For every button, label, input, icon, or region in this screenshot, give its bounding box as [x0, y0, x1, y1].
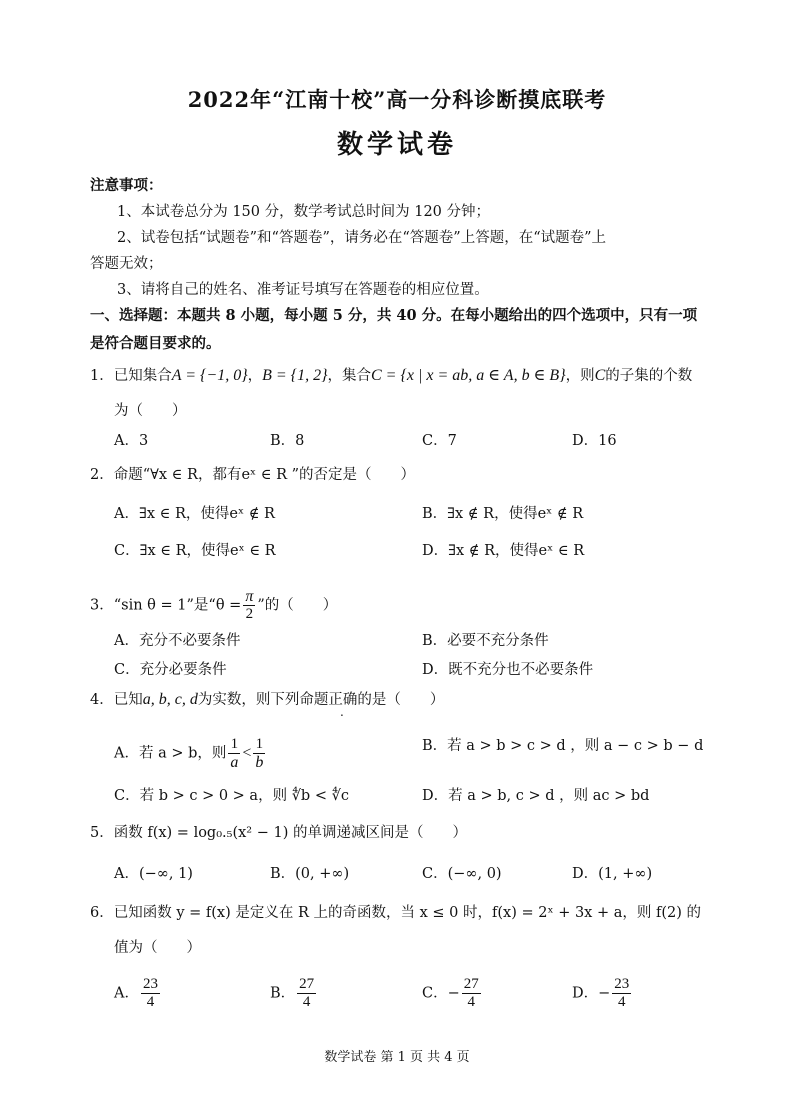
- fraction-1-over-a: [228, 736, 240, 771]
- option-label: A．: [114, 985, 139, 1002]
- q3-text-2: ”的（ ）: [257, 597, 338, 614]
- q4-option-a-text: A．若 a > b，则: [114, 745, 227, 762]
- question-4-stem: [90, 690, 444, 710]
- notice-item-3: 3、请将自己的姓名、准考证号填写在答题卷的相应位置。: [117, 282, 489, 298]
- question-6-stem: [90, 903, 701, 923]
- q1-option-c: C．7: [422, 433, 457, 449]
- notice-item-2a: 2、试卷包括“试题卷”和“答题卷”，请务必在“答题卷”上答题，在“试题卷”上: [117, 230, 607, 246]
- q5-option-a: A．(−∞, 1): [114, 866, 193, 882]
- pi-over-2-fraction: [243, 588, 255, 623]
- fraction-numerator: 1: [253, 736, 265, 754]
- fraction-numerator: 23: [614, 976, 630, 992]
- less-than: <: [242, 744, 252, 762]
- q1-sep: ，: [247, 368, 263, 384]
- q3-text-1: “sin θ = 1”是“θ =: [113, 597, 242, 614]
- q3-option-b: B．必要不充分条件: [422, 633, 549, 649]
- notice-item-2b: 答题无效；: [90, 256, 163, 272]
- q4-text-3: 的是（ ）: [357, 692, 445, 708]
- fraction-denominator: a: [230, 754, 239, 771]
- q3-option-c: C．充分必要条件: [114, 662, 227, 678]
- question-1-stem: [90, 366, 692, 386]
- fraction-23-over-4: [141, 976, 160, 1011]
- q1-option-b: B．8: [270, 433, 305, 449]
- q6-option-c: [422, 976, 483, 1011]
- emphasized-word: 正确: [328, 692, 358, 708]
- fraction-neg-27-over-4: [462, 976, 481, 1011]
- set-b: B = {1, 2}: [262, 367, 328, 384]
- question-2-stem: [90, 465, 415, 485]
- q3-option-d: D．既不充分也不必要条件: [422, 662, 594, 678]
- question-5-stem: [90, 823, 467, 843]
- set-c-symbol: C: [594, 367, 606, 384]
- fraction-numerator: π: [245, 588, 254, 605]
- q1-text-2: ，集合: [327, 368, 371, 384]
- q4-option-c: C．若 b > c > 0 > a，则 ∜b < ∜c: [114, 788, 349, 804]
- question-number: 2．: [90, 467, 114, 483]
- question-number: 4．: [90, 692, 114, 708]
- fraction-denominator: 4: [467, 994, 475, 1010]
- exam-title: 2022年“江南十校”高一分科诊断摸底联考: [187, 87, 607, 112]
- fraction-numerator: 27: [299, 976, 315, 992]
- q1-text-4: 的子集的个数: [605, 368, 693, 384]
- section-heading-line1: 一、选择题：本题共 8 小题，每小题 5 分，共 40 分。在每小题给出的四个选项中，只有一项: [90, 307, 698, 324]
- q1-text-3: ，则: [565, 368, 595, 384]
- q4-text-1: 已知: [113, 692, 143, 708]
- q6-option-d: [572, 976, 633, 1011]
- notice-item-1: 1、本试卷总分为 150 分，数学考试总时间为 120 分钟；: [117, 204, 491, 220]
- q2-option-d: D．∃x ∉ R，使得eˣ ∈ R: [422, 543, 585, 559]
- q5-option-d: D．(1, +∞): [572, 866, 653, 882]
- q6-option-b: [270, 976, 318, 1011]
- q2-option-c: C．∃x ∈ R，使得eˣ ∈ R: [114, 543, 276, 559]
- fraction-neg-23-over-4: [612, 976, 631, 1011]
- q2-stem-text: 命题“∀x ∈ R，都有eˣ ∈ R ”的否定是（ ）: [113, 467, 416, 483]
- page-footer: 数学试卷 第 1 页 共 4 页: [324, 1050, 470, 1065]
- question-6-stem-cont: 值为（ ）: [114, 940, 201, 956]
- fraction-27-over-4: [297, 976, 316, 1011]
- q4-option-a: [114, 736, 267, 771]
- fraction-denominator: 4: [618, 994, 626, 1010]
- q1-text-1: 已知集合: [113, 368, 172, 384]
- q1-option-d: D．16: [572, 433, 617, 449]
- q5-stem-text: 函数 f(x) = log₀.₅(x² − 1) 的单调递减区间是（ ）: [113, 825, 467, 841]
- fraction-denominator: 4: [302, 994, 311, 1010]
- set-c: C = {x | x = ab, a ∈ A, b ∈ B}: [370, 367, 566, 384]
- fraction-numerator: 27: [463, 976, 479, 992]
- question-number: 6．: [90, 905, 114, 921]
- q2-option-a: A．∃x ∈ R，使得eˣ ∉ R: [114, 506, 275, 522]
- section-heading-line2: 是符合题目要求的。: [90, 335, 221, 352]
- exam-subtitle: 数学试卷: [336, 130, 457, 160]
- q1-option-a: A．3: [114, 433, 149, 449]
- q2-option-b: B．∃x ∉ R，使得eˣ ∉ R: [422, 506, 584, 522]
- set-a: A = {−1, 0}: [171, 367, 248, 384]
- fraction-numerator: 1: [228, 736, 240, 754]
- q4-option-d: D．若 a > b, c > d ，则 ac > bd: [422, 788, 650, 804]
- question-number: 5．: [90, 825, 114, 841]
- q3-option-a: A．充分不必要条件: [114, 633, 241, 649]
- fraction-denominator: b: [255, 754, 264, 771]
- fraction-numerator: 23: [142, 976, 158, 992]
- q5-option-c: C．(−∞, 0): [422, 866, 502, 882]
- question-number: 1．: [90, 368, 114, 384]
- fraction-denominator: 4: [146, 994, 155, 1010]
- option-label: B．: [270, 985, 296, 1002]
- q6-option-a: [114, 976, 162, 1011]
- option-label: C．−: [422, 985, 460, 1002]
- option-label: D．−: [572, 985, 611, 1002]
- q5-option-b: B．(0, +∞): [270, 866, 350, 882]
- question-3-stem: [90, 588, 337, 623]
- q4-option-b: B．若 a > b > c > d ，则 a − c > b − d: [422, 738, 704, 754]
- fraction-denominator: 2: [245, 606, 254, 622]
- q4-text-2: 为实数，则下列命题: [197, 692, 329, 708]
- fraction-1-over-b: [253, 736, 265, 771]
- question-1-stem-cont: 为（ ）: [114, 403, 187, 419]
- q6-stem-text: 已知函数 y = f(x) 是定义在 R 上的奇函数，当 x ≤ 0 时，f(x) = 2ˣ + 3x + a，则 f(2) 的: [113, 905, 701, 921]
- question-number: 3．: [90, 597, 114, 614]
- q4-variables: a, b, c, d: [142, 691, 198, 708]
- notice-heading: 注意事项：: [90, 177, 163, 194]
